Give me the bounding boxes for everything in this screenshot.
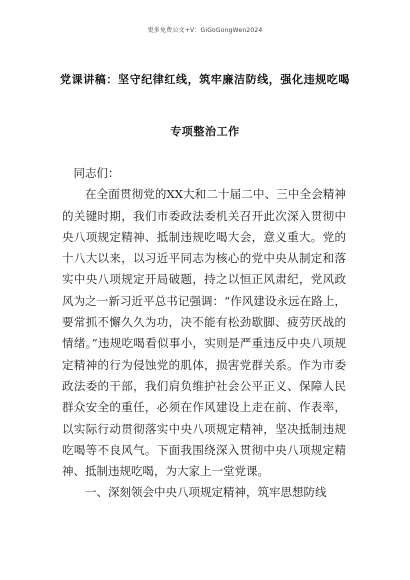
document-subtitle: 专项整治工作 [170, 125, 240, 138]
document-title: 党课讲稿：坚守纪律红线，筑牢廉洁防线，强化违规吃喝 [60, 73, 350, 86]
section-heading: 一、深刻领会中央八项规定精神，筑牢思想防线 [85, 485, 327, 500]
watermark-header: 更多免费公文+V：GiGoGongWen2024 [147, 27, 263, 34]
salutation: 同志们： [73, 166, 120, 180]
body-paragraph: 在全面贯彻党的XX大和二十届二中、三中全会精神的关键时期，我们市委政法委机关召开此次深入贯彻中央八项规定精神、抵制违规吃喝大会，意义重大。党的十八大以来，以习近平同志为核心的党中央从制定和落实中央八项规定开局破题，持之以恒正风肃纪，党风政风为之一新习近平总书记强调：“作风建设永远在路上，要常抓不懈久久为功，决不能有松劲歇脚、疲劳厌战的情绪。”违规吃喝看似事小，实则是严重违反中央八项规定精神的行为侵蚀党的肌体，损害党群关系。作为市委政法委的干部，我们肩负维护社会公平正义、保障人民群众安全的重任，必须在作风建设上走在前、作表率，以实际行动贯彻落实中央八项规定精神，坚决抵制违规吃喝等不良风气。下面我围绕深入贯彻中央八项规定精神、抵制违规吃喝，为大家上一堂党课。 [62, 187, 346, 479]
document-body [62, 163, 346, 504]
